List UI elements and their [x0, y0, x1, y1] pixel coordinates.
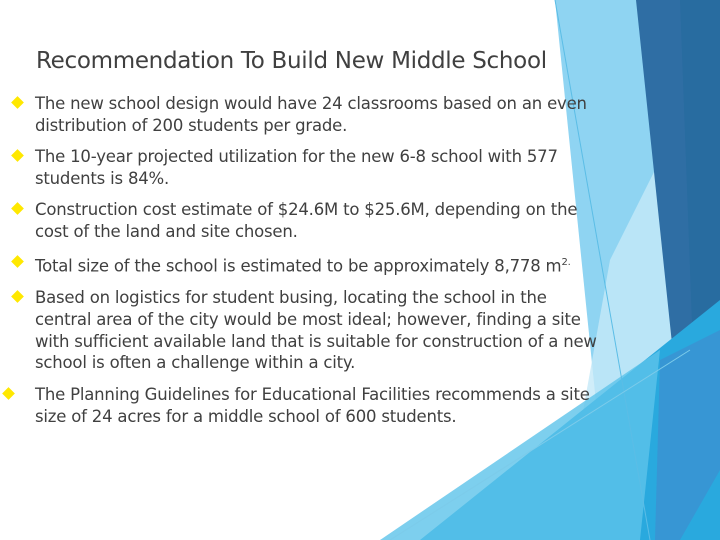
diamond-bullet-icon [11, 255, 24, 268]
slide-title: Recommendation To Build New Middle School [36, 48, 547, 74]
bullet-text: Construction cost estimate of $24.6M to $25.6M, depending on the cost of the land and site chosen. [35, 200, 578, 241]
bullet-item [0, 199, 600, 243]
bullet-item [0, 146, 600, 190]
diamond-bullet-icon [11, 202, 24, 215]
bullet-item [0, 384, 600, 428]
bullet-list [0, 93, 600, 437]
bullet-item [0, 93, 600, 137]
bullet-item [0, 252, 600, 277]
bullet-text: Based on logistics for student busing, locating the school in the central area of the city would be most ideal; however, finding a site with sufficient available land that is suitable for construction of a new school is often a challenge within a city. [35, 288, 597, 373]
bullet-text: The 10-year projected utilization for the new 6-8 school with 577 students is 84%. [35, 147, 558, 188]
diamond-bullet-icon [11, 149, 24, 162]
diamond-bullet-icon [11, 96, 24, 109]
bullet-item [0, 287, 600, 374]
bullet-text: Total size of the school is estimated to be approximately 8,778 m [35, 256, 562, 276]
diamond-bullet-icon [2, 387, 15, 400]
diamond-bullet-icon [11, 290, 24, 303]
superscript: 2. [561, 257, 571, 269]
bullet-text: The new school design would have 24 classrooms based on an even distribution of 200 students per grade. [35, 94, 587, 135]
bullet-text: The Planning Guidelines for Educational Facilities recommends a site size of 24 acres for a middle school of 600 students. [35, 384, 590, 426]
